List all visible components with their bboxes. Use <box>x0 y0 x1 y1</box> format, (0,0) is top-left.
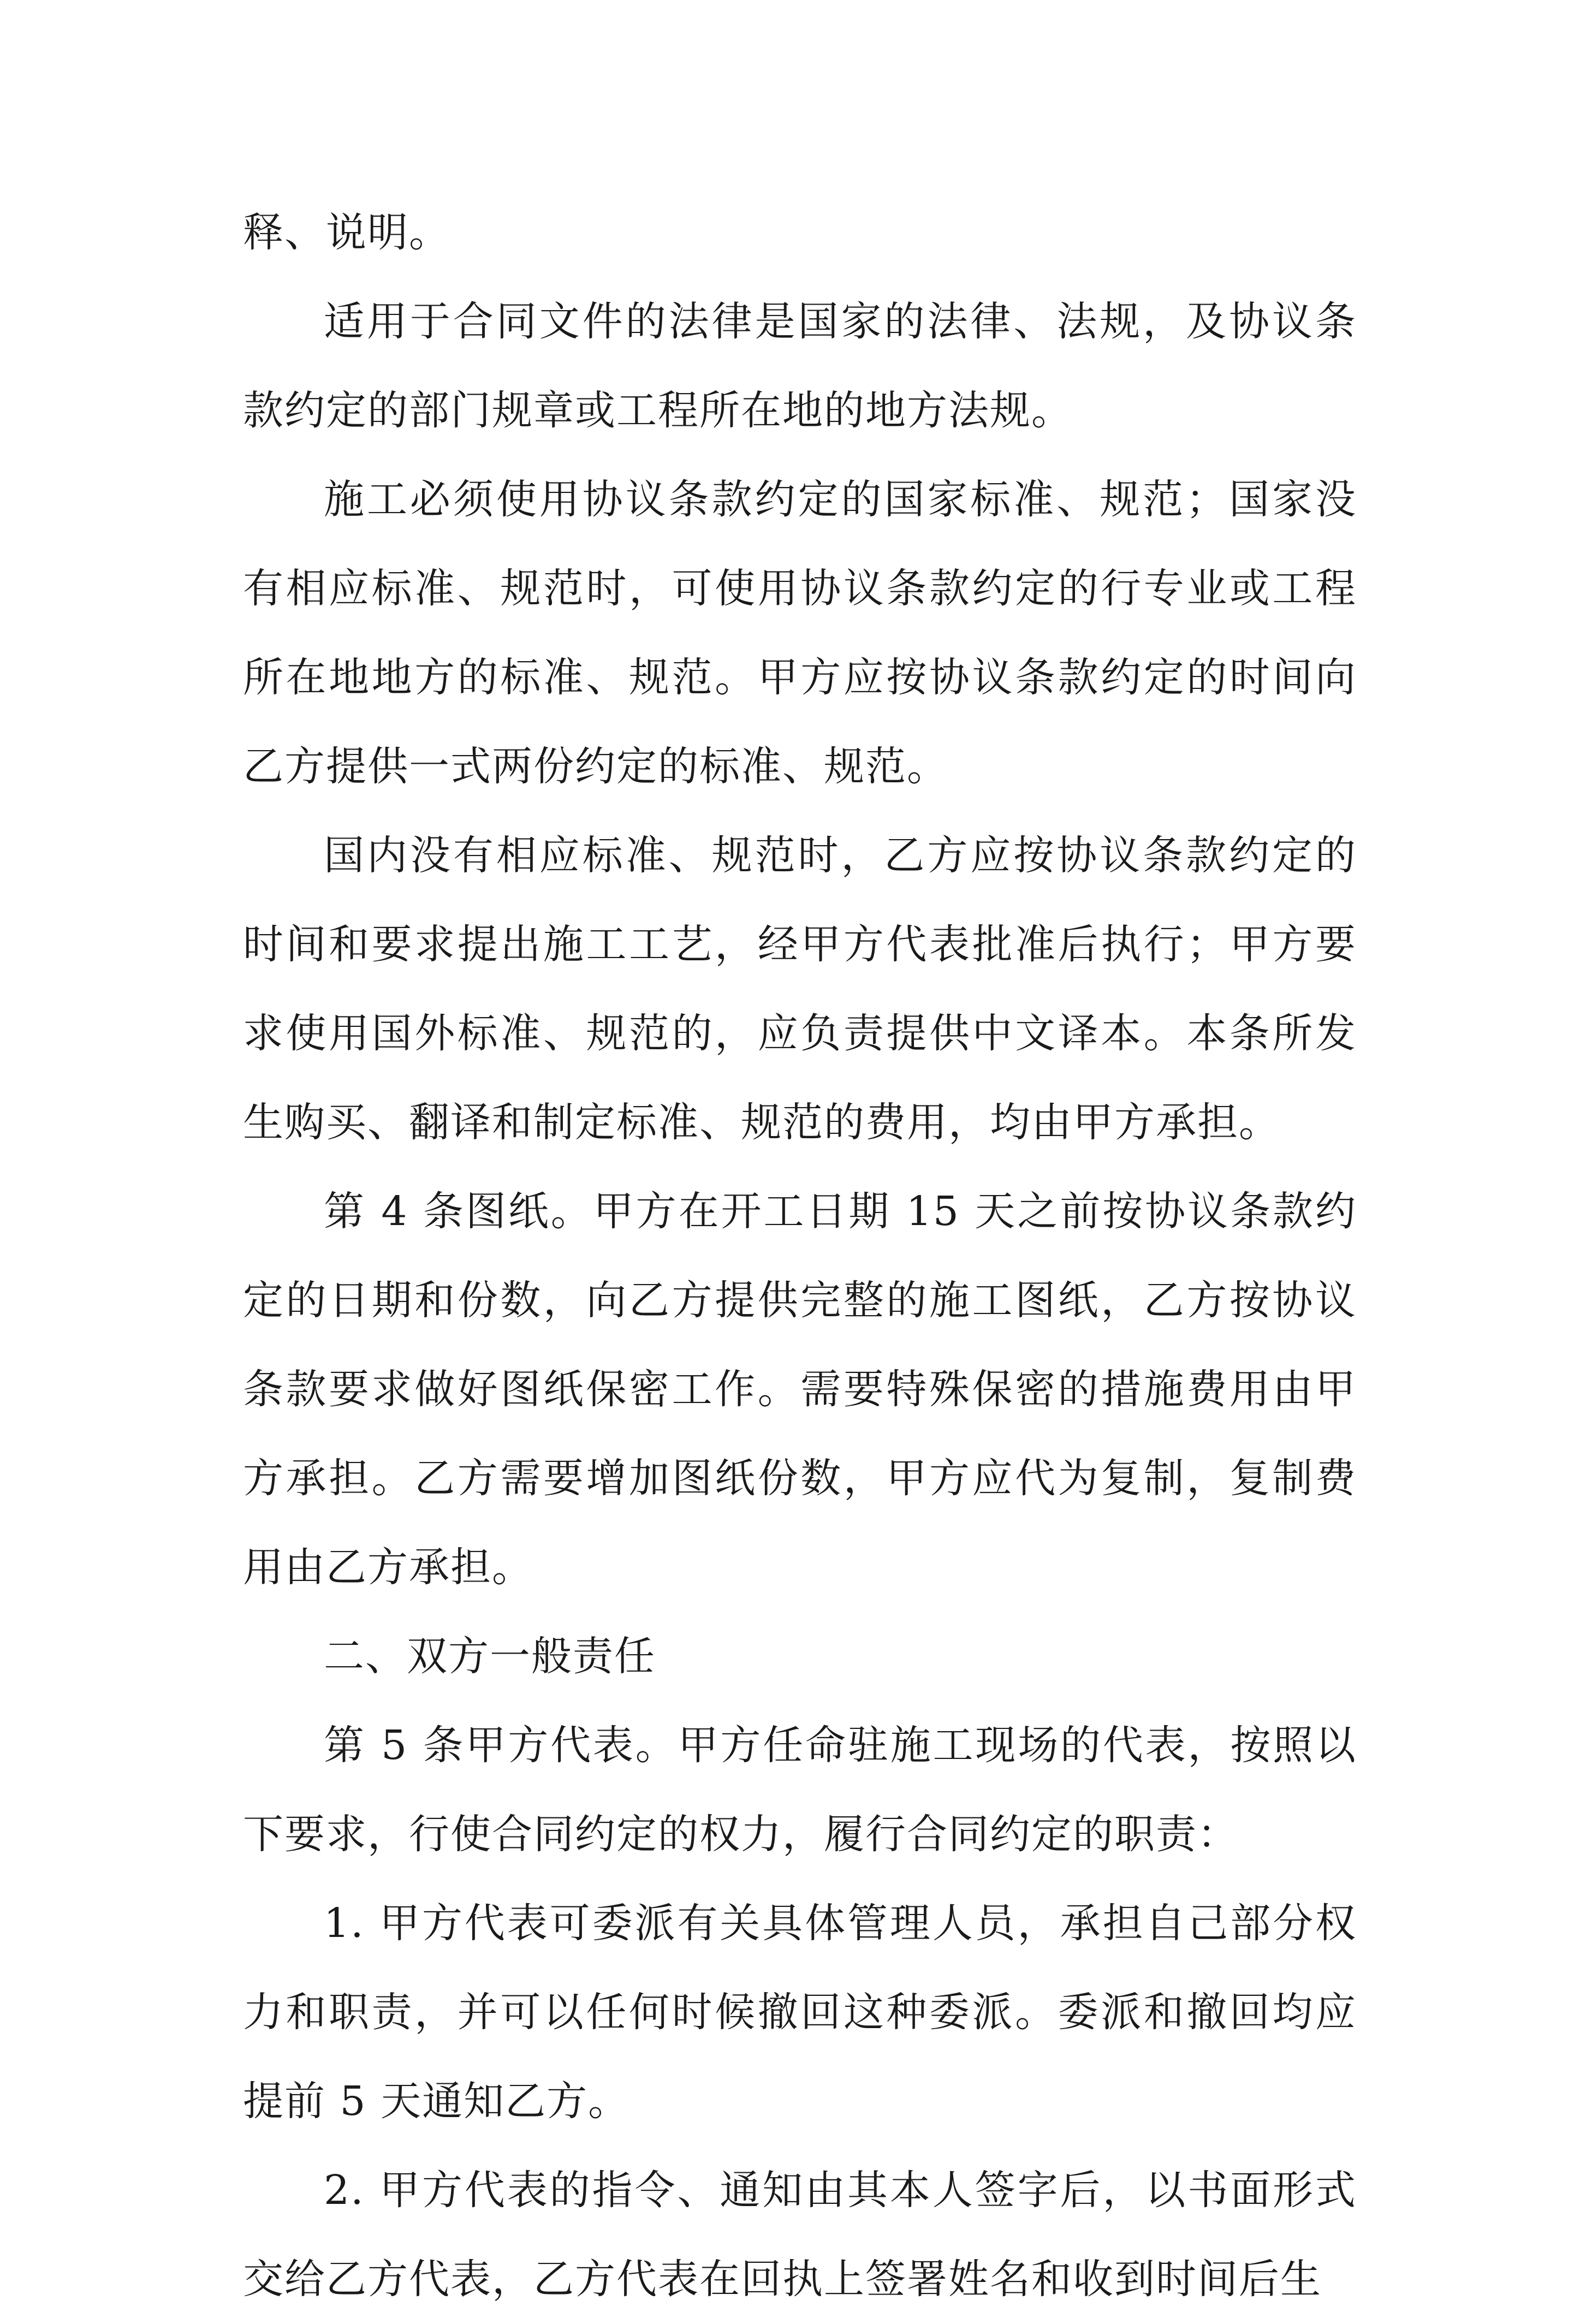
document-body <box>243 188 1357 2324</box>
paragraph-continuation: 释、说明。 <box>243 209 450 256</box>
paragraph-item-1-delegation: 1. 甲方代表可委派有关具体管理人员，承担自己部分权力和职责，并可以任何时候撤回这种委派。委派和撤回均应提前 5 天通知乙方。 <box>243 1900 1357 2125</box>
paragraph-domestic-standards: 国内没有相应标准、规范时，乙方应按协议条款约定的时间和要求提出施工工艺，经甲方代表批准后执行；甲方要求使用国外标准、规范的，应负责提供中文译本。本条所发生购买、翻译和制定标准、规范的费用，均由甲方承担。 <box>243 832 1357 1146</box>
paragraph-item-2-instructions: 2. 甲方代表的指令、通知由其本人签字后，以书面形式交给乙方代表，乙方代表在回执上签署姓名和收到时间后生 <box>243 2167 1357 2303</box>
paragraph-article-5-representative: 第 5 条甲方代表。甲方任命驻施工现场的代表，按照以下要求，行使合同约定的权力，履行合同约定的职责： <box>243 1722 1357 1858</box>
paragraph-construction-standards: 施工必须使用协议条款约定的国家标准、规范；国家没有相应标准、规范时，可使用协议条款约定的行专业或工程所在地地方的标准、规范。甲方应按协议条款约定的时间向乙方提供一式两份约定的标准、规范。 <box>243 476 1357 790</box>
paragraph-applicable-law: 适用于合同文件的法律是国家的法律、法规，及协议条款约定的部门规章或工程所在地的地方法规。 <box>243 298 1357 434</box>
section-heading-general-responsibilities: 二、双方一般责任 <box>324 1633 656 1680</box>
paragraph-article-4-drawings: 第 4 条图纸。甲方在开工日期 15 天之前按协议条款约定的日期和份数，向乙方提供完整的施工图纸，乙方按协议条款要求做好图纸保密工作。需要特殊保密的措施费用由甲方承担。乙方需要增加图纸份数，甲方应代为复制，复制费用由乙方承担。 <box>243 1188 1357 1591</box>
